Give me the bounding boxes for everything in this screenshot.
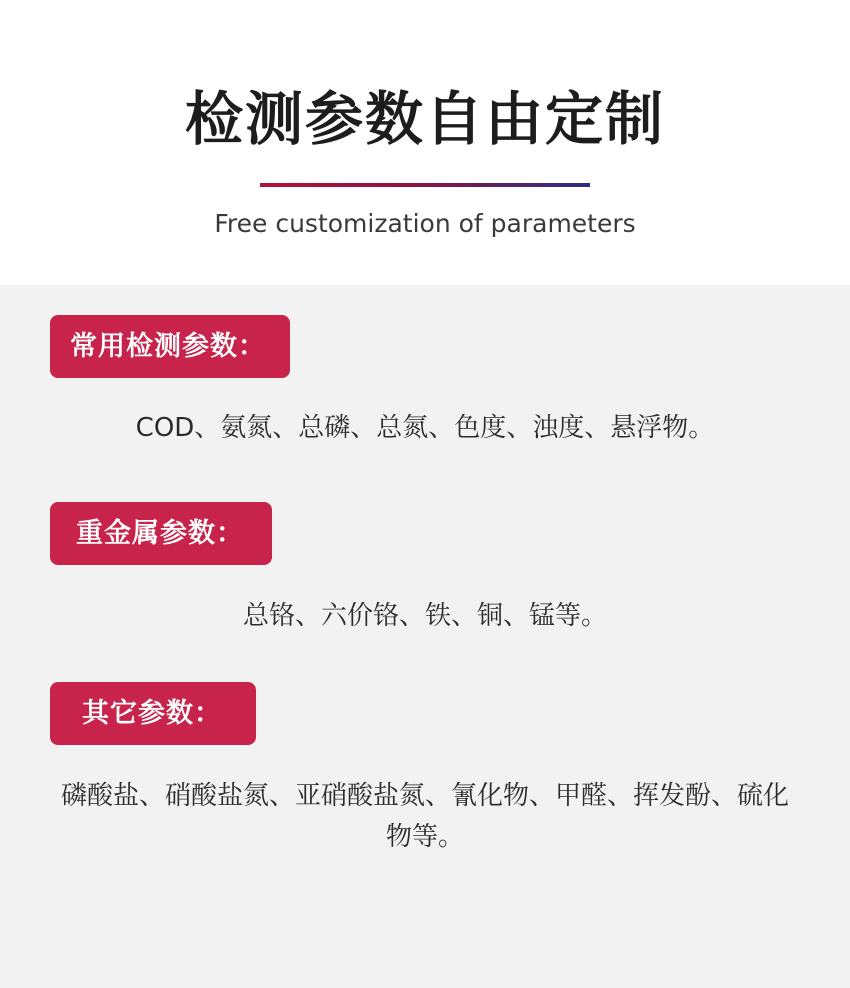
header-block	[0, 0, 850, 238]
section-common-parameters	[0, 285, 850, 448]
section-tag-heavy-metal: 重金属参数：	[50, 502, 272, 565]
section-tag-other: 其它参数：	[50, 682, 256, 745]
section-text-heavy-metal: 总铬、六价铬、铁、铜、锰等。	[242, 600, 607, 631]
page-subtitle: Free customization of parameters	[214, 208, 636, 238]
title-divider	[260, 183, 590, 187]
title-divider-wrap	[0, 183, 850, 187]
parameters-body	[0, 285, 850, 988]
page-title: 检测参数自由定制	[184, 85, 665, 153]
section-text-common: COD、氨氮、总磷、总氮、色度、浊度、悬浮物。	[135, 412, 715, 443]
section-tag-common: 常用检测参数：	[50, 315, 290, 378]
section-heavy-metal-parameters	[0, 448, 850, 636]
section-other-parameters	[0, 636, 850, 857]
section-text-other: 磷酸盐、硝酸盐氮、亚硝酸盐氮、氰化物、甲醛、挥发酚、硫化物等。	[60, 781, 789, 852]
